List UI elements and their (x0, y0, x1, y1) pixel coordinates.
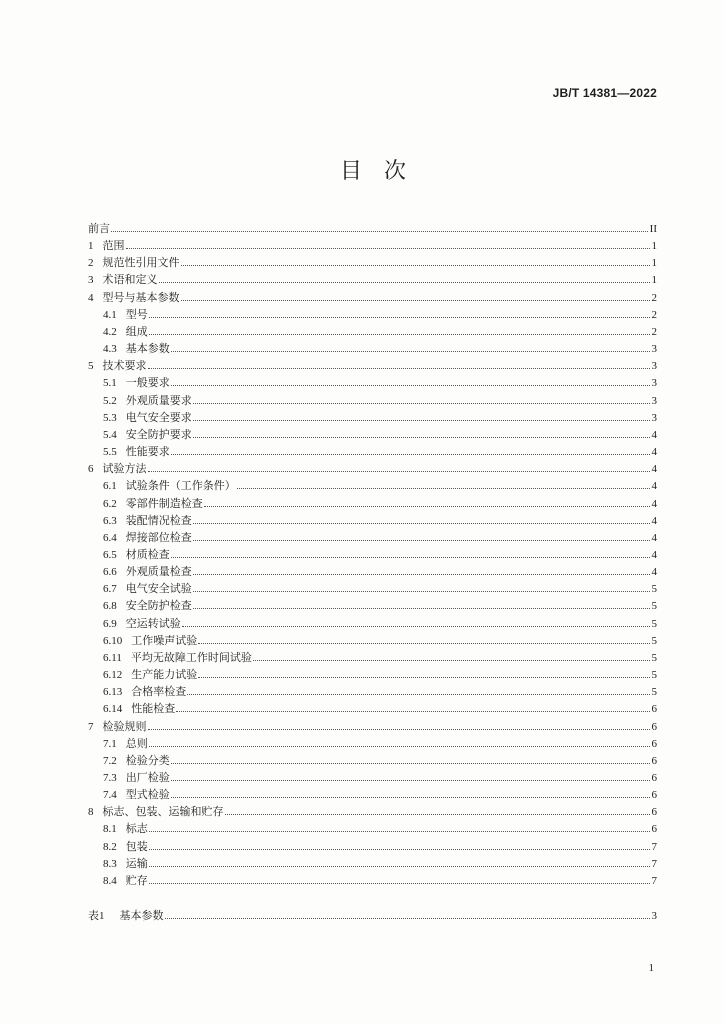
entry-title: 试验条件（工作条件） (125, 479, 236, 493)
entry-page-number: 2 (651, 308, 657, 321)
toc-entry (88, 529, 657, 546)
entry-number: 4.1 (103, 308, 117, 321)
entry-page-number: 3 (651, 377, 657, 390)
entry-title: 电气安全要求 (125, 410, 192, 424)
entry-page-number: 6 (651, 772, 657, 784)
entry-number: 8.1 (103, 823, 117, 836)
entry-number: 6.11 (103, 651, 122, 664)
entry-title: 出厂检验 (125, 771, 170, 784)
dot-leader (149, 746, 650, 747)
entry-number: 8.2 (103, 840, 117, 853)
entry-number: 2 (88, 257, 94, 270)
entry-number: 8 (88, 806, 94, 819)
toc-entry (88, 512, 657, 529)
entry-title: 性能检查 (131, 702, 176, 716)
toc-entry (88, 357, 657, 374)
dot-leader (171, 797, 650, 798)
entry-page-number: 3 (651, 394, 657, 407)
entry-number: 6.1 (103, 480, 117, 493)
dot-leader (171, 763, 650, 764)
toc-entry (88, 254, 657, 271)
toc-entry (88, 340, 657, 357)
entry-number: 5 (88, 360, 94, 373)
toc-entry (88, 237, 657, 254)
toc-entry (88, 718, 657, 735)
entry-page-number: 3 (651, 910, 657, 922)
entry-page-number: 7 (651, 857, 657, 870)
dot-leader (149, 849, 650, 850)
entry-page-number: 6 (651, 737, 657, 750)
entry-title: 焊接部位检查 (125, 530, 192, 544)
entry-title: 试验方法 (102, 462, 147, 476)
toc-entry (88, 838, 657, 855)
entry-title: 型号 (125, 307, 148, 321)
entry-number: 5.1 (103, 377, 117, 390)
entry-page-number: 3 (651, 360, 657, 373)
dot-leader (204, 506, 650, 507)
entry-page-number: 5 (651, 617, 657, 630)
entry-title: 标志 (125, 822, 148, 836)
entry-title: 基本参数 (119, 909, 164, 922)
entry-title: 装配情况检查 (125, 513, 192, 527)
entry-page-number: 4 (651, 497, 657, 510)
dot-leader (225, 814, 650, 815)
dot-leader (149, 317, 650, 318)
table-of-contents (88, 220, 657, 889)
entry-number: 6.3 (103, 514, 117, 527)
dot-leader (193, 574, 650, 575)
entry-number: 8.4 (103, 874, 117, 887)
entry-title: 材质检查 (125, 547, 170, 561)
entry-title: 平均无故障工作时间试验 (130, 650, 252, 664)
dot-leader (149, 866, 650, 867)
toc-entry (88, 632, 657, 649)
entry-page-number: 5 (651, 634, 657, 647)
entry-number: 7 (88, 720, 94, 733)
entry-title: 规范性引用文件 (102, 256, 180, 270)
entry-title: 外观质量检查 (125, 565, 192, 579)
toc-entry (88, 735, 657, 752)
entry-page-number: 5 (651, 669, 657, 682)
entry-number: 6.6 (103, 566, 117, 579)
entry-page-number: 6 (651, 754, 657, 767)
entry-page-number: 3 (651, 343, 657, 356)
toc-entry (88, 563, 657, 580)
entry-number: 6.9 (103, 617, 117, 630)
entry-page-number: 5 (651, 686, 657, 699)
entry-page-number: 5 (651, 651, 657, 664)
dot-leader (171, 351, 650, 352)
entry-number: 6 (88, 463, 94, 476)
toc-entry (88, 374, 657, 391)
toc-entry (88, 683, 657, 700)
toc-entry (88, 615, 657, 632)
entry-number: 7.4 (103, 789, 117, 802)
entry-title: 术语和定义 (102, 273, 158, 287)
entry-number: 6.8 (103, 600, 117, 613)
entry-page-number: 4 (651, 463, 657, 476)
entry-number: 6.13 (103, 686, 123, 699)
entry-title: 空运转试验 (125, 616, 181, 630)
page-title: 目 次 (340, 159, 407, 184)
list-of-tables (88, 907, 657, 924)
dot-leader (171, 557, 650, 558)
entry-title: 组成 (125, 324, 148, 338)
entry-title: 电气安全试验 (125, 582, 192, 596)
entry-page-number: 4 (651, 531, 657, 544)
dot-leader (187, 694, 649, 695)
toc-entry (88, 769, 657, 786)
entry-number: 8.3 (103, 857, 117, 870)
entry-number: 6.4 (103, 531, 117, 544)
toc-entry (88, 220, 657, 237)
entry-title: 检验分类 (125, 753, 170, 767)
dot-leader (193, 403, 650, 404)
entry-page-number: 6 (651, 823, 657, 836)
toc-entry (88, 546, 657, 563)
entry-number: 7.2 (103, 754, 117, 767)
entry-number: 6.12 (103, 669, 123, 682)
entry-number: 6.5 (103, 548, 117, 561)
entry-number: 4.3 (103, 343, 117, 356)
entry-title: 一般要求 (125, 376, 170, 390)
dot-leader (193, 540, 650, 541)
entry-title: 工作噪声试验 (131, 633, 198, 647)
dot-leader (159, 282, 650, 283)
entry-number: 6.14 (103, 703, 123, 716)
dot-leader (111, 231, 648, 232)
entry-title: 型式检验 (125, 788, 170, 802)
entry-title: 前言 (88, 222, 110, 235)
entry-page-number: 5 (651, 583, 657, 596)
toc-entry (88, 752, 657, 769)
entry-number: 7.3 (103, 772, 117, 784)
entry-page-number: 5 (651, 600, 657, 613)
entry-title: 检验规则 (102, 719, 147, 733)
dot-leader (176, 711, 649, 712)
entry-title: 安全防护检查 (125, 599, 192, 613)
entry-page-number: 3 (651, 411, 657, 424)
dot-leader (237, 488, 650, 489)
dot-leader (181, 265, 650, 266)
toc-entry (88, 289, 657, 306)
entry-number: 5.5 (103, 446, 117, 459)
entry-title: 安全防护要求 (125, 427, 192, 441)
dot-leader (149, 831, 650, 832)
toc-entry (88, 666, 657, 683)
toc-entry (88, 271, 657, 288)
dot-leader (148, 368, 650, 369)
toc-entry (88, 323, 657, 340)
entry-page-number: 6 (651, 720, 657, 733)
toc-entry (88, 495, 657, 512)
toc-entry (88, 872, 657, 889)
entry-title: 基本参数 (125, 342, 170, 356)
dot-leader (165, 918, 650, 919)
dot-leader (126, 248, 650, 249)
entry-page-number: 4 (651, 480, 657, 493)
entry-number: 5.2 (103, 394, 117, 407)
document-number: JB/T 14381—2022 (552, 86, 657, 100)
entry-title: 合格率检查 (131, 685, 187, 699)
entry-page-number: 6 (651, 703, 657, 716)
entry-title: 零部件制造检查 (125, 496, 203, 510)
toc-entry (88, 306, 657, 323)
dot-leader (148, 729, 650, 730)
entry-page-number: 7 (651, 874, 657, 887)
dot-leader (181, 300, 650, 301)
dot-leader (198, 643, 649, 644)
entry-number: 5.3 (103, 411, 117, 424)
entry-number: 6.10 (103, 634, 123, 647)
entry-page-number: II (649, 223, 657, 235)
entry-page-number: 2 (651, 291, 657, 304)
entry-title: 包装 (125, 839, 148, 853)
entry-title: 外观质量要求 (125, 393, 192, 407)
entry-number: 3 (88, 274, 94, 287)
toc-entry (88, 700, 657, 717)
entry-number: 4.2 (103, 325, 117, 338)
entry-page-number: 1 (651, 240, 657, 253)
entry-title: 运输 (125, 856, 148, 870)
entry-page-number: 1 (651, 274, 657, 287)
dot-leader (193, 420, 650, 421)
entry-page-number: 4 (651, 446, 657, 459)
table-entry (88, 907, 657, 924)
entry-page-number: 4 (651, 548, 657, 561)
entry-title: 性能要求 (125, 445, 170, 459)
dot-leader (148, 471, 650, 472)
toc-entry (88, 392, 657, 409)
entry-number: 4 (88, 291, 94, 304)
toc-entry (88, 855, 657, 872)
toc-entry (88, 803, 657, 820)
entry-title: 贮存 (125, 873, 148, 887)
dot-leader (193, 608, 650, 609)
dot-leader (182, 626, 650, 627)
entry-title: 生产能力试验 (131, 668, 198, 682)
entry-page-number: 2 (651, 325, 657, 338)
entry-number: 6.2 (103, 497, 117, 510)
page-number: 1 (648, 962, 654, 974)
toc-entry (88, 786, 657, 803)
dot-leader (193, 523, 650, 524)
toc-entry (88, 409, 657, 426)
toc-entry (88, 426, 657, 443)
toc-entry (88, 597, 657, 614)
entry-number: 6.7 (103, 583, 117, 596)
entry-page-number: 6 (651, 789, 657, 802)
entry-title: 范围 (102, 239, 125, 253)
dot-leader (171, 385, 650, 386)
dot-leader (193, 437, 650, 438)
dot-leader (198, 677, 649, 678)
entry-number: 7.1 (103, 737, 117, 750)
entry-number: 5.4 (103, 428, 117, 441)
entry-page-number: 4 (651, 514, 657, 527)
entry-title: 标志、包装、运输和贮存 (102, 805, 224, 819)
entry-page-number: 1 (651, 257, 657, 270)
dot-leader (253, 660, 650, 661)
dot-leader (171, 780, 650, 781)
toc-entry (88, 820, 657, 837)
toc-entry (88, 477, 657, 494)
entry-page-number: 4 (651, 566, 657, 579)
dot-leader (193, 591, 650, 592)
toc-entry (88, 649, 657, 666)
toc-entry (88, 580, 657, 597)
toc-entry (88, 460, 657, 477)
dot-leader (149, 883, 650, 884)
entry-number: 1 (88, 240, 94, 253)
entry-title: 总则 (125, 736, 148, 750)
toc-entry (88, 443, 657, 460)
entry-page-number: 4 (651, 428, 657, 441)
entry-page-number: 7 (651, 840, 657, 853)
dot-leader (171, 454, 650, 455)
entry-page-number: 6 (651, 806, 657, 819)
entry-title: 型号与基本参数 (102, 290, 180, 304)
entry-title: 技术要求 (102, 359, 147, 373)
entry-number: 表1 (88, 910, 105, 922)
dot-leader (149, 334, 650, 335)
